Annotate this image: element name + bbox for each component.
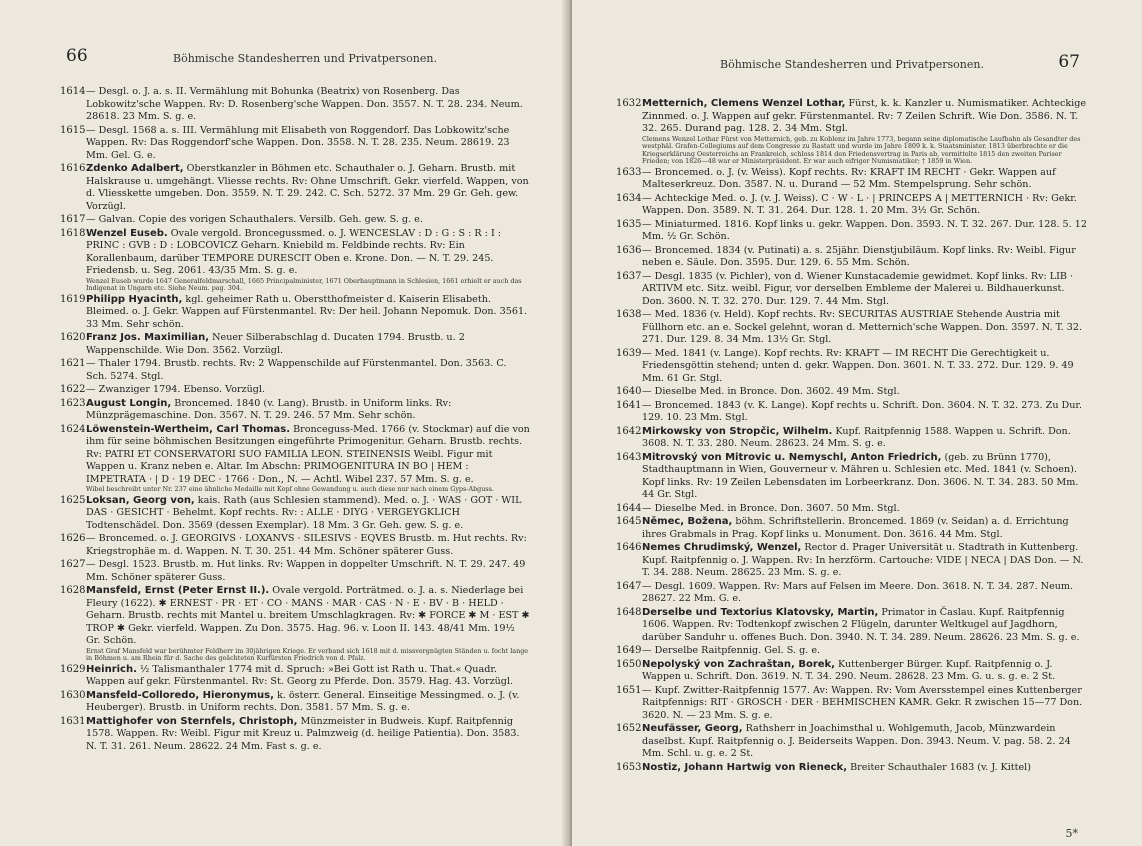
entry-name: Philipp Hyacinth, [86, 293, 183, 305]
catalog-entry [62, 332, 530, 357]
catalog-entry [618, 98, 1090, 166]
entry-number: 1647 [616, 580, 642, 592]
catalog-entry [618, 542, 1090, 580]
entry-text: Neuer Silberabschlag d. Ducaten 1794. Brustb. u. 2 Wappenschilde. Wie Don. 3562. Vorzügl. [86, 332, 465, 356]
entry-name: Nepolyský von Zachraštan, Borek, [642, 658, 835, 670]
entry-name: Mattighofer von Sternfels, Christoph, [86, 715, 298, 727]
entry-number: 1620 [60, 332, 86, 344]
catalog-entry [618, 309, 1090, 347]
entry-number: 1650 [616, 658, 642, 670]
entry-text: kgl. geheimer Rath u. Oberstthofmeister d. Kaiserin Elisabeth. Bleimed. o. J. Gekr. Wappen auf Fürstenmantel. Rv: Der heil. Johann Nepomuk. Don. 3561. 33 Mm. Sehr schön. [86, 293, 528, 330]
entry-footnote: Ernst Graf Mansfeld war berühmter Feldherr im 30jährigen Kriege. Er verband sich 1618 mit d. missvergnügten Ständen u. focht lange in Böhmen u. am Rhein für d. Sache des geächteten Kurfürsten Friedrich von d. Pfalz. [86, 646, 529, 663]
entry-number: 1628 [60, 585, 86, 597]
entry-text: — Broncemed. o. J. (v. Weiss). Kopf rechts. Rv: KRAFT IM RECHT · Gekr. Wappen auf Malteserkreuz. Don. 3587. N. u. Durand — 52 Mm. Stempelsprung. Sehr schön. [642, 166, 1056, 191]
entry-number: 1623 [60, 397, 86, 409]
entry-text: ½ Talismanthaler 1774 mit d. Spruch: »Bei Gott ist Rath u. That.« Quadr. Wappen auf gekr. Fürstenmantel. Rv: St. Georg zu Pferde. Don. 3579. Hag. 43. Vorzügl. [86, 663, 514, 688]
catalog-entry [62, 716, 530, 754]
entry-name: Loksan, Georg von, [86, 494, 195, 506]
catalog-entry [618, 645, 1090, 658]
entry-text: Kupf. Raitpfennig 1588. Wappen u. Schrift. Don. 3608. N. T. 33. 280. Neum. 28623. 24 Mm. S. g. e. [642, 425, 1071, 450]
entry-number: 1648 [616, 606, 642, 618]
entry-number: 1633 [616, 166, 642, 178]
entry-text: Rector d. Prager Universität u. Stadtrath in Kuttenberg. Kupf. Raitpfennig o. J. Wappen. Rv: In herzförm. Cartouche: VIDE | NECA | DAS Don. — N. T. 34. 288. Neum. 28625. 23 Mm. S. g. e. [642, 542, 1084, 579]
right-page-entries [618, 98, 1090, 775]
entry-text: — Dieselbe Med. in Bronce. Don. 3607. 50 Mm. Stgl. [642, 502, 900, 514]
entry-text: (geb. zu Brünn 1770), Stadthauptmann in Wien, Gouverneur v. Mähren u. Schlesien etc. Med. 1841 (v. Schoen). Kopf links. Rv: 19 Zeilen Lebensdaten im Lorbeerkranz. Don. 3606. N. T. 34. 283. 50 Mm. 44 Gr. Stgl. [642, 451, 1079, 501]
entry-text: Fürst, k. k. Kanzler u. Numismatiker. Achteckige Zinnmed. o. J. Wappen auf gekr. Fürstenmantel. Rv: 7 Zeilen Schrift. Wie Don. 3586. N. T. 32. 265. Durand pag. 128. 2. 34 Mm. Stgl. [642, 98, 1087, 134]
entry-number: 1621 [60, 358, 86, 370]
entry-name: Mirkowsky von Stropčic, Wilhelm. [642, 425, 833, 437]
entry-number: 1636 [616, 244, 642, 256]
page-number: 66 [66, 46, 88, 66]
catalog-entry [618, 516, 1090, 541]
catalog-entry [618, 193, 1090, 218]
catalog-entry [62, 690, 530, 715]
entry-number: 1618 [60, 227, 86, 239]
entry-number: 1629 [60, 663, 86, 675]
catalog-entry [62, 533, 530, 558]
catalog-entry [618, 723, 1090, 761]
catalog-entry [618, 386, 1090, 399]
entry-number: 1625 [60, 494, 86, 506]
entry-text: k. österr. General. Einseitige Messingmed. o. J. (v. Heuberger). Brustb. in Uniform rechts. Don. 3581. 57 Mm. S. g. e. [86, 689, 520, 714]
entry-name: Zdenko Adalbert, [86, 163, 184, 174]
entry-text: — Zwanziger 1794. Ebenso. Vorzügl. [86, 384, 266, 396]
entry-name: Mansfeld, Ernst (Peter Ernst II.). [86, 585, 270, 597]
entry-text: — Desgl. 1609. Wappen. Rv: Mars auf Felsen im Meere. Don. 3618. N. T. 34. 287. Neum. 28627. 22 Mm. G. e. [642, 580, 1074, 605]
entry-footnote: Wenzel Euseb wurde 1647 Generalfeldmarschall, 1665 Principalminister, 1671 Oberhauptmann in Schlesien, 1661 erhielt er auch das Indigenat in Ungarn etc. Siehe Neum. pag. 304. [86, 276, 522, 293]
catalog-entry [62, 125, 530, 163]
entry-name: Löwenstein-Wertheim, Carl Thomas. [86, 423, 290, 435]
entry-number: 1622 [60, 384, 86, 396]
entry-text: — Broncemed. o. J. GEORGIVS · LOXANVS · SILESIVS · EQVES Brustb. m. Hut rechts. Rv: Kriegstrophäe m. d. Wappen. N. T. 30. 251. 44 Mm. Schöner späterer Guss. [86, 533, 527, 557]
entry-text: — Miniaturmed. 1816. Kopf links u. gekr. Wappen. Don. 3593. N. T. 32. 267. Dur. 128. 5. 12 Mm. ½ Gr. Schön. [642, 218, 1087, 243]
catalog-entry [62, 384, 530, 397]
entry-number: 1616 [60, 163, 86, 174]
entry-number: 1630 [60, 689, 86, 701]
entry-number: 1627 [60, 559, 86, 571]
entry-text: Bronceguss-Med. 1766 (v. Stockmar) auf die von ihm für seine böhmischen Besitzungen eingeführte Primogenitur. Geharn. Brustb. rechts. Rv: PATRI ET CONSERVATORI SUO FAMILIA LEON. STEINENSIS Weibl. Figur mit Wappen u. Kranz neben e. Altar. Im Abschn: PRIMOGENITURA IN BO | HEM : IMPETRATA · | D · 19 DEC · 1766 · Don., N. — Achtl. Wibel 237. 57 Mm. S. g. e. [86, 423, 530, 485]
right-page-header [572, 52, 1142, 72]
catalog-entry [618, 167, 1090, 192]
entry-name: Nostiz, Johann Hartwig von Rieneck, [642, 761, 847, 773]
entry-name: Metternich, Clemens Wenzel Lothar, [642, 98, 846, 109]
catalog-entry [62, 214, 530, 227]
entry-number: 1619 [60, 293, 86, 305]
catalog-entry [62, 664, 530, 689]
entry-name: Nemes Chrudimský, Wenzel, [642, 542, 802, 554]
catalog-entry [618, 271, 1090, 309]
entry-text: — Derselbe Raitpfennig. Gel. S. g. e. [642, 645, 821, 657]
entry-number: 1646 [616, 542, 642, 554]
entry-text: — Med. 1836 (v. Held). Kopf rechts. Rv: SECURITAS AUSTRIAE Stehende Austria mit Füllhorn etc. an e. Sockel gelehnt, woran d. Metternich'sche Wappen. Don. 3597. N. T. 32. 271. Dur. 129. 8. 34 Mm. 13½ Gr. Stgl. [642, 309, 1083, 346]
entry-text: Breiter Schauthaler 1683 (v. J. Kittel) [850, 761, 1031, 773]
entry-number: 1649 [616, 645, 642, 657]
catalog-entry [62, 585, 530, 663]
entry-number: 1651 [616, 684, 642, 696]
entry-footnote: Clemens Wenzel Lothar Fürst von Metternich, geb. zu Koblenz im Jahre 1773, begann seine diplomatische Laufbahn als Gesandter des westphäl. Grafen-Collegiums auf dem Congresse zu Rastatt und wurde im Jahre 1809 k. k. Staatsminister. 1813 überbrachte er die Kriegserklärung Oesterreichs an Frankreich, schloss 1814 den Friedensvertrag in Paris ab, vermittelte 1815 den zweiten Pariser Frieden; von 1826—48 war er Ministerpräsident. Er war auch eifriger Numismatiker; † 1859 in Wien. [642, 134, 1081, 166]
entry-text: Münzmeister in Budweis. Kupf. Raitpfennig 1578. Wappen. Rv: Weibl. Figur mit Kreuz u. Palmzweig (d. heilige Patientia). Don. 3583. N. T. 31. 261. Neum. 28622. 24 Mm. Fast s. g. e. [86, 715, 520, 752]
entry-number: 1643 [616, 451, 642, 463]
entry-number: 1632 [616, 98, 642, 109]
catalog-entry [618, 659, 1090, 684]
catalog-entry [62, 495, 530, 533]
entry-text: — Kupf. Zwitter-Raitpfennig 1577. Av: Wappen. Rv: Vom Aversstempel eines Kuttenberger Raitpfennigs: RIT · GROSCH · DER · BEHMISCHEN KAMR. Gekr. R zwischen 15—77 Don. 3620. N. — 23 Mm. S. g. e. [642, 684, 1083, 721]
entry-name: Němec, Božena, [642, 516, 733, 528]
entry-number: 1626 [60, 533, 86, 545]
entry-number: 1614 [60, 86, 86, 97]
entry-number: 1640 [616, 386, 642, 398]
entry-text: — Galvan. Copie des vorigen Schauthalers. Versilb. Geh. gew. S. g. e. [86, 214, 423, 225]
catalog-entry [62, 358, 530, 383]
entry-text: — Med. 1841 (v. Lange). Kopf rechts. Rv: KRAFT — IM RECHT Die Gerechtigkeit u. Friedensgöttin stehend; unten d. gekr. Wappen. Don. 3601. N. T. 33. 272. Dur. 129. 9. 49 Mm. 61 Gr. Stgl. [642, 347, 1074, 384]
entry-number: 1617 [60, 214, 86, 225]
entry-text: — Broncemed. 1843 (v. K. Lange). Kopf rechts u. Schrift. Don. 3604. N. T. 32. 273. Zu Dur. 129. 10. 23 Mm. Stgl. [642, 399, 1083, 424]
entry-text: — Desgl. o. J. a. s. II. Vermählung mit Bohunka (Beatrix) von Rosenberg. Das Lobkowitz'sche Wappen. Rv: D. Rosenberg'sche Wappen. Don. 3557. N. T. 28. 234. Neum. 28618. 23 Mm. S. g. e. [86, 86, 523, 122]
entry-number: 1637 [616, 270, 642, 282]
catalog-entry [618, 400, 1090, 425]
entry-text: — Broncemed. 1834 (v. Putinati) a. s. 25jähr. Dienstjubiläum. Kopf links. Rv: Weibl. Figur neben e. Säule. Don. 3595. Dur. 129. 6. 55 Mm. Schön. [642, 244, 1076, 269]
catalog-entry [62, 398, 530, 423]
entry-text: Rathsherr in Joachimsthal u. Wohlgemuth, Jacob, Münzwardein daselbst. Kupf. Raitpfennig o. J. Beiderseits Wappen. Don. 3943. Neum. V. pag. 58. 2. 24 Mm. Schl. u. g. e. 2 St. [642, 723, 1071, 760]
entry-number: 1642 [616, 425, 642, 437]
entry-text: kais. Rath (aus Schlesien stammend). Med. o. J. · WAS · GOT · WIL DAS · GESICHT · Behelmt. Kopf rechts. Rv: : ALLE · DIYG · VERGEYGKLICH Todtenschädel. Don. 3569 (dessen Exemplar). 18 Mm. 3 Gr. Geh. gew. S. g. e. [86, 494, 522, 531]
entry-name: August Longin, [86, 397, 172, 409]
catalog-entry [62, 86, 530, 124]
entry-name: Franz Jos. Maximilian, [86, 332, 210, 344]
entry-text: — Dieselbe Med. in Bronce. Don. 3602. 49 Mm. Stgl. [642, 386, 900, 398]
entry-text: — Desgl. 1523. Brustb. m. Hut links. Rv: Wappen in doppelter Umschrift. N. T. 29. 247. 49 Mm. Schöner späterer Guss. [86, 559, 526, 583]
entry-name: Heinrich. [86, 663, 137, 675]
entry-text: Ovale vergold. Porträtmed. o. J. a. s. Niederlage bei Fleury (1622). ✱ ERNEST · PR · ET · CO · MANS · MAR · CAS · N · E · BV · B · HELD · Geharn. Brustb. rechts mit Mantel u. breitem Umschlagkragen. Rv: ✱ FORCE ✱ M · EST ✱ TROP ✱ Gekr. vierfeld. Wappen. Zu Don. 3575. Hag. 96. v. Loon II. 143. 48/41 Mm. 19½ Gr. Schön. [86, 585, 530, 647]
entry-text: Ovale vergold. Broncegussmed. o. J. WENCESLAV : D : G : S : R : I : PRINC : GVB : D : LOBCOVICZ Geharn. Kniebild m. Feldbinde rechts. Rv: Ein Korallenbaum, darüber TEMPORE DURESCIT Oben e. Krone. Don. — N. T. 29. 245. Friedensb. u. Seg. 2061. 43/35 Mm. S. g. e. [86, 227, 502, 276]
catalog-entry [618, 762, 1090, 775]
catalog-entry [62, 228, 530, 293]
entry-text: Broncemed. 1840 (v. Lang). Brustb. in Uniform links. Rv: Münzprägemaschine. Don. 3567. N. T. 29. 246. 57 Mm. Sehr schön. [86, 397, 452, 422]
catalog-entry [618, 581, 1090, 606]
catalog-entry [62, 163, 530, 213]
entry-text: — Desgl. 1835 (v. Pichler), von d. Wiener Kunstacademie gewidmet. Kopf links. Rv: LIB · ARTIVM etc. Sitz. weibl. Figur, vor derselben Embleme der Malerei u. Bildhauerkunst. Don. 3600. N. T. 32. 270. Dur. 129. 7. 44 Mm. Stgl. [642, 270, 1074, 307]
catalog-entry [618, 503, 1090, 516]
entry-number: 1653 [616, 761, 642, 773]
entry-name: Derselbe und Textorius Klatovsky, Martin, [642, 606, 879, 618]
catalog-entry [618, 685, 1090, 723]
left-page-header [0, 46, 570, 72]
entry-number: 1644 [616, 502, 642, 514]
catalog-entry [618, 245, 1090, 270]
entry-number: 1624 [60, 423, 86, 435]
entry-text: Kuttenberger Bürger. Kupf. Raitpfennig o. J. Wappen u. Schrift. Don. 3619. N. T. 34. 290. Neum. 28628. 23 Mm. G. u. s. g. e. 2 St. [642, 658, 1056, 683]
catalog-entry [618, 607, 1090, 645]
catalog-entry [618, 452, 1090, 502]
right-page [572, 0, 1142, 846]
entry-name: Mitrovský von Mitrovic u. Nemyschl, Anton Friedrich, [642, 451, 942, 463]
running-title: Böhmische Standesherren und Privatpersonen. [720, 58, 984, 71]
entry-number: 1615 [60, 124, 86, 136]
catalog-entry [618, 426, 1090, 451]
page-number: 67 [1058, 52, 1080, 72]
catalog-entry [62, 559, 530, 584]
entry-text: — Achteckige Med. o. J. (v. J. Weiss). C · W · L · | PRINCEPS A | METTERNICH · Rv: Gekr. Wappen. Don. 3589. N. T. 31. 264. Dur. 128. 1. 20 Mm. 3½ Gr. Schön. [642, 192, 1077, 217]
entry-number: 1639 [616, 347, 642, 359]
running-title: Böhmische Standesherren und Privatpersonen. [173, 52, 437, 65]
entry-text: Oberstkanzler in Böhmen etc. Schauthaler o. J. Geharn. Brustb. mit Halskrause u. umgehängt. Vliesse rechts. Rv: Ohne Umschrift. Gekr. vierfeld. Wappen, von d. Vliesskette umgeben. Don. 3559. N. T. 29. 242. C. Sch. 5272. 37 Mm. 29 Gr. Geh. gew. Vorzügl. [86, 163, 529, 212]
entry-number: 1645 [616, 516, 642, 528]
entry-footnote: Wibel beschreibt unter Nr. 237 eine ähnliche Medaille mit Kopf ohne Gewandung u. auch diese nur nach einem Gyps-Abguss. [86, 485, 494, 494]
entry-name: Wenzel Euseb. [86, 227, 168, 239]
catalog-entry [62, 424, 530, 494]
entry-number: 1638 [616, 309, 642, 321]
entry-text: böhm. Schriftstellerin. Broncemed. 1869 (v. Seidan) a. d. Errichtung ihres Grabmals in Prag. Kopf links u. Monument. Don. 3616. 44 Mm. Stgl. [642, 516, 1069, 540]
catalog-entry [62, 294, 530, 332]
entry-number: 1631 [60, 715, 86, 727]
entry-text: — Desgl. 1568 a. s. III. Vermählung mit Elisabeth von Roggendorf. Das Lobkowitz'sche Wappen. Rv: Das Roggendorf'sche Wappen. Don. 3558. N. T. 28. 235. Neum. 28619. 23 Mm. Gel. G. e. [86, 124, 510, 161]
left-page [0, 0, 570, 846]
entry-number: 1635 [616, 218, 642, 230]
entry-number: 1641 [616, 399, 642, 411]
entry-name: Neufässer, Georg, [642, 723, 743, 735]
catalog-entry [618, 348, 1090, 386]
entry-number: 1634 [616, 192, 642, 204]
catalog-entry [618, 219, 1090, 244]
entry-text: Primator in Časlau. Kupf. Raitpfennig 1606. Wappen. Rv: Todtenkopf zwischen 2 Flügeln, darunter Weltkugel auf Jagdhorn, darüber Sanduhr u. offenes Buch. Don. 3940. N. T. 34. 289. Neum. 28626. 23 Mm. S. g. e. [642, 606, 1080, 643]
entry-number: 1652 [616, 723, 642, 735]
left-page-entries [62, 86, 530, 754]
entry-text: — Thaler 1794. Brustb. rechts. Rv: 2 Wappenschilde auf Fürstenmantel. Don. 3563. C. Sch. 5274. Stgl. [86, 358, 507, 382]
signature-mark: 5* [1065, 827, 1078, 840]
entry-name: Mansfeld-Colloredo, Hieronymus, [86, 689, 274, 701]
